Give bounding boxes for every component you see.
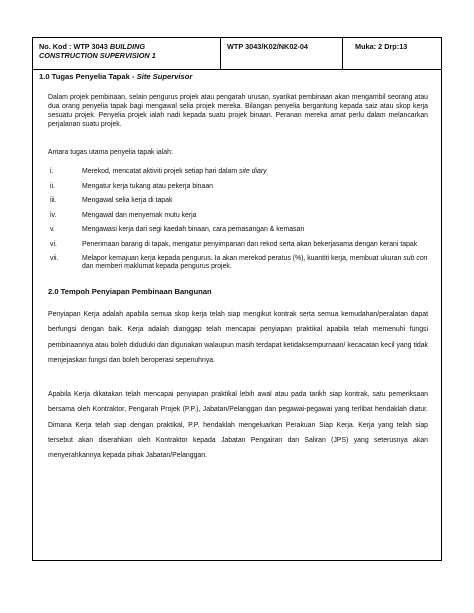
list-item-number: iv.: [50, 211, 57, 219]
course-code-line1: [39, 42, 220, 51]
course-code-cell: [33, 38, 221, 69]
page-frame: [32, 37, 442, 561]
list-item-italic: sub con: [403, 255, 428, 262]
list-item: [48, 226, 428, 234]
list-item: [48, 212, 428, 220]
list-item-number: iii.: [50, 197, 57, 204]
section2-paragraph1: Penyiapan Kerja adalah apabila semua skop kerja telah siap mengikut kontrak serta semua kemudahan/peralatan dapat berfungsi dengan baik. Kerja adalah dianggap telah mencapai penyiapan praktikal apabila telah memenuhi fungsi pembinaannya atau boleh diduduki dan digunakan walaupun masih terdapat ketidaksempurnaan/ kecacatan kecil yang tidak menjejaskan fungsi dan boleh beroperasi sepenuhnya.: [48, 311, 428, 364]
list-item-text: Melapor kemajuan kerja kepada pengurus. Ia akan merekod peratus (%), kuantiti kerja, membuat ukuran: [82, 255, 404, 262]
document-body: [33, 69, 441, 560]
page-number-cell: Muka: 2 Drp:13: [355, 42, 408, 51]
section1-paragraph1: Dalam projek pembinaan, selain pengurus projek atau pengarah urusan, syarikat pembinaan akan mengambil seorang atau dua orang penyelia tapak bagi mengawal selia projek mereka. Bilangan penyelia bergantung kepada saiz atau skop kerja sesuatu projek. Penyelia projek ialah nadi kepada suatu projek binaan. Peranan mereka amat perlu dalam melancarkan perjalanan suatu projek.: [48, 94, 428, 129]
list-item-text: Mengawal selia kerja di tapak: [82, 197, 173, 204]
section1-paragraph2: Antara tugas utama penyelia tapak ialah:: [48, 149, 173, 156]
course-code-line2: [39, 51, 220, 60]
body-inner: [33, 69, 441, 560]
section1-title-text: 1.0 Tugas Penyelia Tapak -: [39, 72, 137, 81]
list-item-text: Merekod, mencatat aktiviti projek setiap hari dalam: [82, 168, 240, 175]
section1-title-italic: Site Supervisor: [136, 72, 193, 81]
course-code-italic: BUILDING: [109, 42, 146, 51]
list-item-number: vi.: [50, 240, 57, 248]
list-item-number: i.: [50, 168, 54, 175]
list-item: [48, 241, 428, 249]
list-item-number: ii.: [50, 182, 55, 190]
list-item: [48, 197, 428, 205]
list-item-number: vii.: [50, 255, 59, 262]
list-item: [48, 183, 428, 191]
section2-title: 2.0 Tempoh Penyiapan Pembinaan Bangunan: [48, 287, 212, 296]
list-item-text: Mengawasi kerja dari segi kaedah binaan, cara pemasangan & kemasan: [82, 226, 305, 233]
list-item: [48, 255, 428, 272]
list-item-rest: dan memberi maklumat kepada pengurus projek.: [82, 263, 232, 271]
duties-list: [48, 168, 428, 272]
document-header: [33, 38, 441, 70]
reference-cell: WTP 3043/K02/NK02-04: [221, 38, 343, 69]
list-item-italic: site diary: [239, 168, 267, 175]
list-item-number: v.: [50, 226, 55, 233]
list-item-text: Mengatur kerja tukang atau pekerja binaan: [82, 182, 214, 190]
list-item: [48, 168, 428, 176]
list-item-text: Penerimaan barang di tapak, mengatur penyimpanan dan rekod serta akan bekerjasama dengan kerani tapak: [82, 240, 418, 248]
section1-title: [39, 72, 192, 81]
list-item-text: Mengawal dan menyemak mutu kerja: [82, 211, 197, 219]
course-code-prefix: No. Kod : WTP 3043: [39, 42, 110, 51]
course-name: CONSTRUCTION SUPERVISION 1: [39, 51, 156, 60]
section2-paragraph2: Apabila Kerja dikatakan telah mencapai penyiapan praktikal lebih awal atau pada tarikh siap kontrak, satu pemeriksaan bersama oleh Kontraktor, Pengarah Projek (P.P.), Jabatan/Pelanggan dan pegawai-pegawai yang terlibat hendaklah diatur. Dimana Kerja telah siap dengan praktikal, P.P. hendaklah mengeluarkan Perakuan Siap Kerja. Kerja yang telah siap tersebut akan diserahkan oleh Kontraktor kepada Jabatan Pengairan dan Saliran (JPS) yang seterusnya akan menyerahkannya kepada pihak Jabatan/Pelanggan.: [48, 391, 428, 460]
